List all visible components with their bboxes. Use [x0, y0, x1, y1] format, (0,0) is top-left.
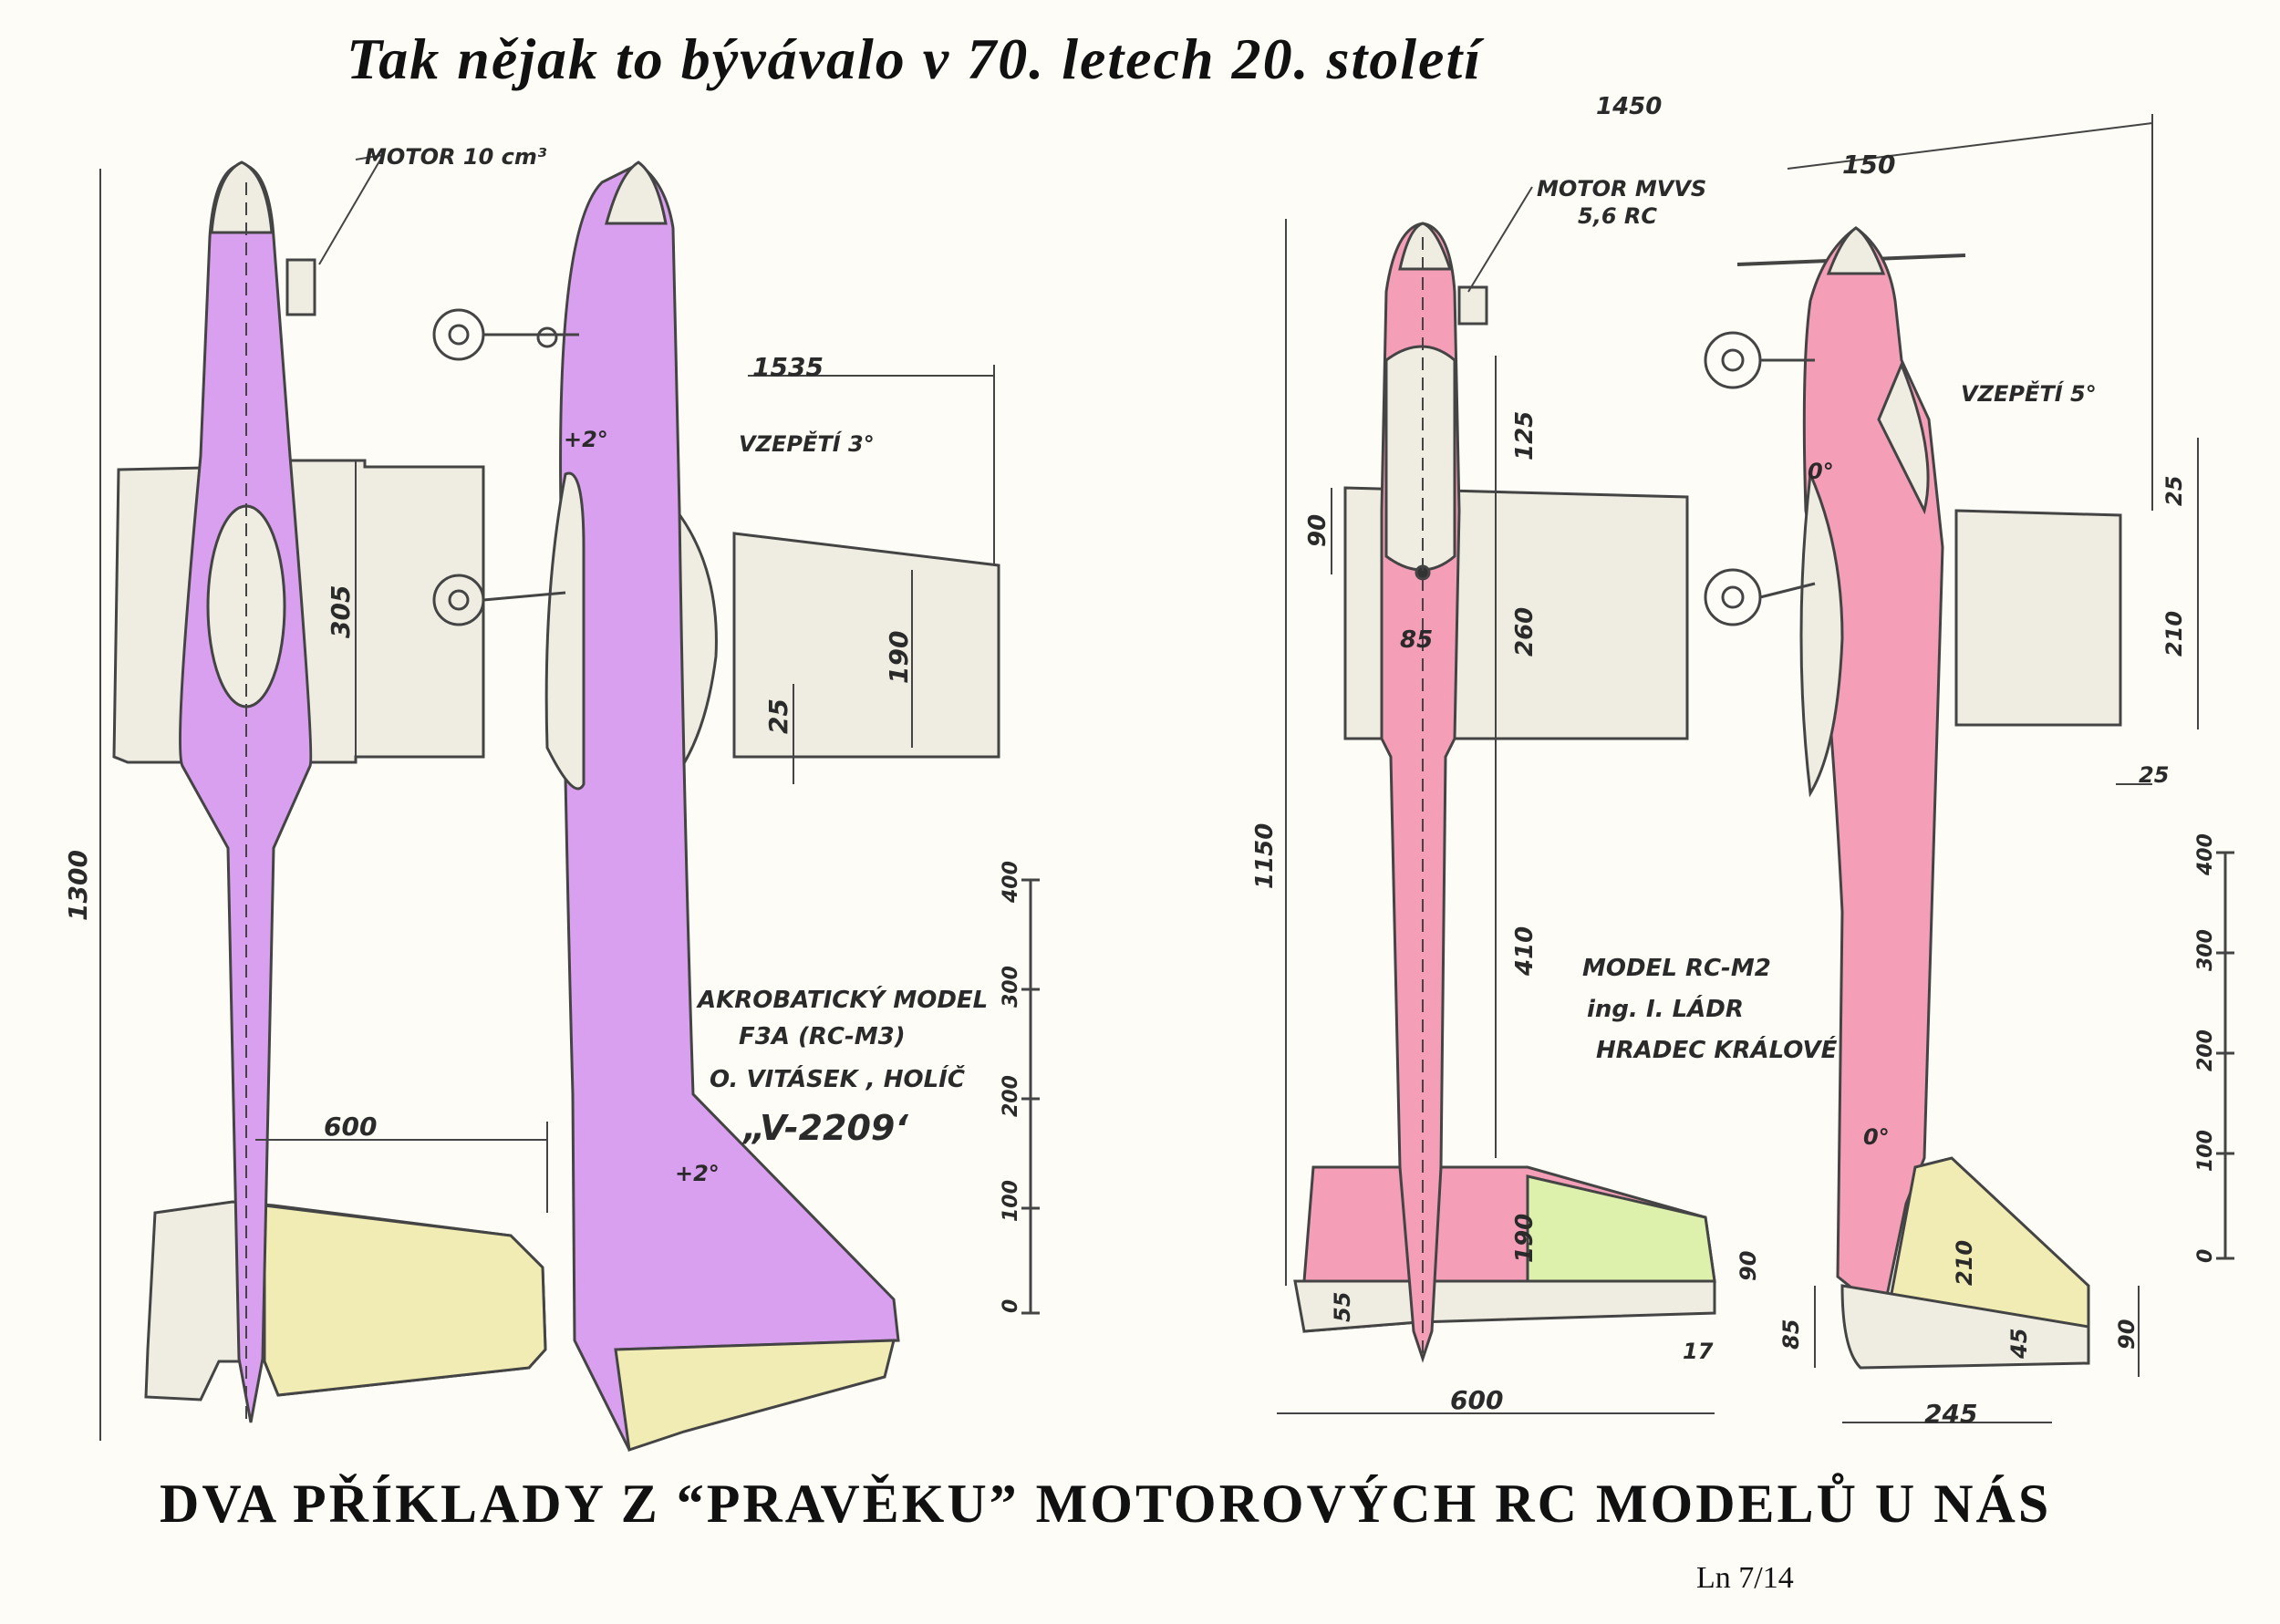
right-scale-tick-300: 300: [2194, 929, 2217, 971]
left-thickness-dim: 25: [763, 698, 793, 734]
right-fin-height-dim: 210: [2161, 610, 2187, 657]
left-length-dim: 1300: [63, 850, 93, 921]
right-engine-label-2: 5,6 RC: [1578, 203, 1657, 229]
right-elevator: [1528, 1176, 1715, 1281]
left-scale-tick-200: 200: [1000, 1075, 1022, 1117]
right-tail-moment-dim: 410: [1511, 926, 1539, 976]
right-wing-front-dim: 90: [1304, 513, 1332, 547]
right-nose-dim: 125: [1511, 410, 1539, 460]
right-tail-chord-dim: 190: [1511, 1213, 1539, 1263]
left-scale: [1021, 880, 1040, 1313]
left-scale-tick-0: 0: [1000, 1298, 1022, 1313]
right-fuselage-width-dim: 85: [1400, 626, 1434, 654]
left-incidence-wing: +2°: [564, 427, 608, 452]
left-engine-label: MOTOR 10 cm³: [365, 144, 547, 170]
left-engine: [287, 260, 315, 315]
right-scale-tick-100: 100: [2194, 1130, 2217, 1172]
right-scale: [2216, 853, 2234, 1258]
left-chord-dim: 305: [326, 584, 356, 638]
right-dihedral-label: VZEPĚTÍ 5°: [1961, 381, 2097, 407]
left-model-name-1: AKROBATICKÝ MODEL: [698, 987, 989, 1014]
left-top-view: [114, 162, 545, 1422]
left-incidence-tail: +2°: [675, 1161, 720, 1186]
left-height-dim: 190: [884, 630, 914, 684]
left-dihedral-label: VZEPĚTÍ 3°: [739, 431, 875, 457]
right-fin-base-dim: 25: [2139, 762, 2170, 788]
right-canopy: [1386, 347, 1455, 570]
right-tail-offset-dim: 17: [1683, 1339, 1714, 1364]
left-side-fuselage: [561, 164, 898, 1450]
right-scale-tick-400: 400: [2194, 833, 2217, 875]
left-author: O. VITÁSEK , HOLÍČ: [710, 1066, 965, 1093]
right-scale-tick-0: 0: [2194, 1248, 2217, 1263]
left-spinner: [212, 162, 272, 233]
right-span-dim: 1450: [1596, 93, 1663, 120]
right-author-1: ing. I. LÁDR: [1587, 996, 1744, 1023]
left-tail-span-dim: 600: [324, 1112, 378, 1142]
right-rudder-base-dim: 85: [1778, 1319, 1804, 1350]
left-half-span-dim: 1535: [752, 352, 824, 382]
right-rudder-width-dim: 245: [1924, 1399, 1978, 1429]
caption: DVA PŘÍKLADY Z “PRAVĚKU” MOTOROVÝCH RC MODELŮ U NÁS: [160, 1474, 2052, 1534]
left-scale-tick-100: 100: [1000, 1180, 1022, 1222]
left-plan-number: „V-2209‘: [743, 1108, 908, 1148]
right-prop-dim: 150: [1842, 150, 1896, 180]
right-tail-tip: [1295, 1281, 1715, 1331]
left-rudder: [616, 1340, 894, 1450]
right-tail-root-dim: 55: [1330, 1291, 1355, 1322]
right-rudder-bottom-dim: 45: [2006, 1328, 2032, 1359]
right-author-2: HRADEC KRÁLOVÉ: [1596, 1037, 1838, 1064]
right-wing-chord-dim: 260: [1511, 606, 1539, 657]
right-model-name: MODEL RC-M2: [1582, 955, 1771, 982]
right-incidence-wing: 0°: [1808, 459, 1834, 484]
right-engine-label-1: MOTOR MVVS: [1537, 176, 1707, 202]
page-number: Ln 7/14: [1696, 1561, 1794, 1595]
page-title: Tak nějak to bývávalo v 70. letech 20. století: [347, 26, 1482, 91]
right-rudder-chord-dim: 90: [2114, 1319, 2140, 1350]
right-tail-span-dim: 600: [1450, 1385, 1504, 1415]
right-fin-top-dim: 25: [2161, 475, 2187, 506]
right-side-fuselage: [1804, 228, 1943, 1313]
right-rudder-height-dim: 210: [1952, 1239, 1977, 1286]
left-scale-tick-300: 300: [1000, 966, 1022, 1008]
left-scale-tick-400: 400: [1000, 861, 1022, 903]
right-front-view: [1956, 114, 2198, 784]
right-top-view: [1295, 223, 1715, 1359]
right-length-dim: 1150: [1251, 822, 1279, 889]
right-incidence-tail: 0°: [1863, 1124, 1890, 1150]
left-elevator: [264, 1205, 545, 1395]
right-tail-tip-dim: 90: [1736, 1250, 1761, 1281]
right-scale-tick-200: 200: [2194, 1029, 2217, 1071]
left-model-name-2: F3A (RC-M3): [739, 1023, 906, 1050]
